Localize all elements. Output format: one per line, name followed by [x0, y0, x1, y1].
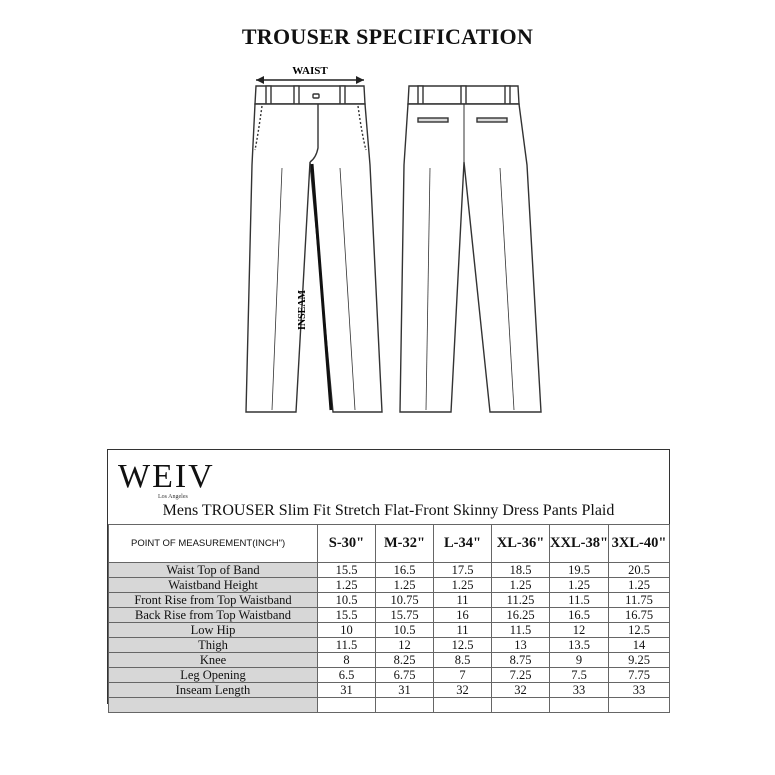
measurement-value: 12.5 [434, 638, 492, 653]
table-row [109, 668, 670, 683]
measurement-label: Waist Top of Band [109, 563, 318, 578]
measurement-value: 11.5 [318, 638, 376, 653]
measurement-value: 9.25 [609, 653, 670, 668]
measurement-value: 16.5 [376, 563, 434, 578]
table-row [109, 638, 670, 653]
measurement-label: Knee [109, 653, 318, 668]
size-header: XL-36" [492, 525, 550, 563]
measurement-value: 1.25 [434, 578, 492, 593]
measurement-value: 15.5 [318, 608, 376, 623]
waist-label: WAIST [292, 65, 328, 77]
measurement-label: Thigh [109, 638, 318, 653]
empty-cell [376, 698, 434, 713]
empty-cell [609, 698, 670, 713]
table-row [109, 623, 670, 638]
table-row [109, 578, 670, 593]
measurement-value: 17.5 [434, 563, 492, 578]
measurement-label: Leg Opening [109, 668, 318, 683]
measurement-value: 14 [609, 638, 670, 653]
size-chart-table [108, 524, 670, 713]
measurement-value: 10.5 [318, 593, 376, 608]
measurement-value: 31 [318, 683, 376, 698]
pom-header: POINT OF MEASUREMENT(INCH") [109, 525, 318, 563]
measurement-value: 16.25 [492, 608, 550, 623]
measurement-value: 13 [492, 638, 550, 653]
measurement-value: 7.5 [550, 668, 609, 683]
measurement-value: 6.75 [376, 668, 434, 683]
measurement-value: 12 [550, 623, 609, 638]
measurement-value: 11 [434, 593, 492, 608]
measurement-value: 11.5 [550, 593, 609, 608]
measurement-label: Low Hip [109, 623, 318, 638]
brand-tagline: Los Angeles [158, 494, 188, 500]
measurement-value: 6.5 [318, 668, 376, 683]
measurement-value: 11.25 [492, 593, 550, 608]
table-row [109, 653, 670, 668]
size-header: L-34" [434, 525, 492, 563]
measurement-value: 10.5 [376, 623, 434, 638]
measurement-value: 33 [550, 683, 609, 698]
size-header: XXL-38" [550, 525, 609, 563]
measurement-value: 1.25 [318, 578, 376, 593]
table-row-empty [109, 698, 670, 713]
measurement-value: 8.25 [376, 653, 434, 668]
empty-cell [492, 698, 550, 713]
measurement-label: Inseam Length [109, 683, 318, 698]
measurement-value: 1.25 [609, 578, 670, 593]
measurement-value: 8.5 [434, 653, 492, 668]
product-title: Mens TROUSER Slim Fit Stretch Flat-Front Skinny Dress Pants Plaid [162, 502, 615, 519]
measurement-value: 20.5 [609, 563, 670, 578]
measurement-value: 7 [434, 668, 492, 683]
page-title: TROUSER SPECIFICATION [241, 24, 534, 49]
measurement-value: 16.75 [609, 608, 670, 623]
measurement-value: 12.5 [609, 623, 670, 638]
measurement-label: Waistband Height [109, 578, 318, 593]
waist-measure-arrow [256, 76, 364, 84]
empty-cell [550, 698, 609, 713]
table-row [109, 563, 670, 578]
table-row [109, 608, 670, 623]
size-header: 3XL-40" [609, 525, 670, 563]
measurement-value: 8.75 [492, 653, 550, 668]
empty-cell [434, 698, 492, 713]
table-header-row [109, 525, 670, 563]
size-header: M-32" [376, 525, 434, 563]
measurement-value: 1.25 [550, 578, 609, 593]
measurement-value: 16.5 [550, 608, 609, 623]
measurement-value: 16 [434, 608, 492, 623]
measurement-label: Back Rise from Top Waistband [109, 608, 318, 623]
measurement-value: 11.5 [492, 623, 550, 638]
measurement-value: 32 [434, 683, 492, 698]
measurement-value: 7.75 [609, 668, 670, 683]
measurement-value: 33 [609, 683, 670, 698]
brand-logo [118, 458, 338, 506]
table-row [109, 593, 670, 608]
measurement-value: 15.75 [376, 608, 434, 623]
measurement-value: 31 [376, 683, 434, 698]
measurement-value: 7.25 [492, 668, 550, 683]
brand-name: WEIV [118, 458, 215, 495]
measurement-value: 32 [492, 683, 550, 698]
measurement-value: 9 [550, 653, 609, 668]
measurement-value: 11 [434, 623, 492, 638]
empty-cell [109, 698, 318, 713]
measurement-value: 1.25 [492, 578, 550, 593]
inseam-label: INSEAM [297, 289, 308, 330]
trouser-front-view [246, 86, 382, 412]
empty-cell [318, 698, 376, 713]
measurement-value: 12 [376, 638, 434, 653]
spec-table-card [107, 449, 670, 704]
measurement-value: 19.5 [550, 563, 609, 578]
trouser-back-view [400, 86, 541, 412]
measurement-value: 15.5 [318, 563, 376, 578]
measurement-value: 13.5 [550, 638, 609, 653]
measurement-value: 11.75 [609, 593, 670, 608]
measurement-value: 18.5 [492, 563, 550, 578]
measurement-label: Front Rise from Top Waistband [109, 593, 318, 608]
measurement-value: 1.25 [376, 578, 434, 593]
table-row [109, 683, 670, 698]
measurement-value: 8 [318, 653, 376, 668]
size-header: S-30" [318, 525, 376, 563]
measurement-value: 10 [318, 623, 376, 638]
measurement-value: 10.75 [376, 593, 434, 608]
